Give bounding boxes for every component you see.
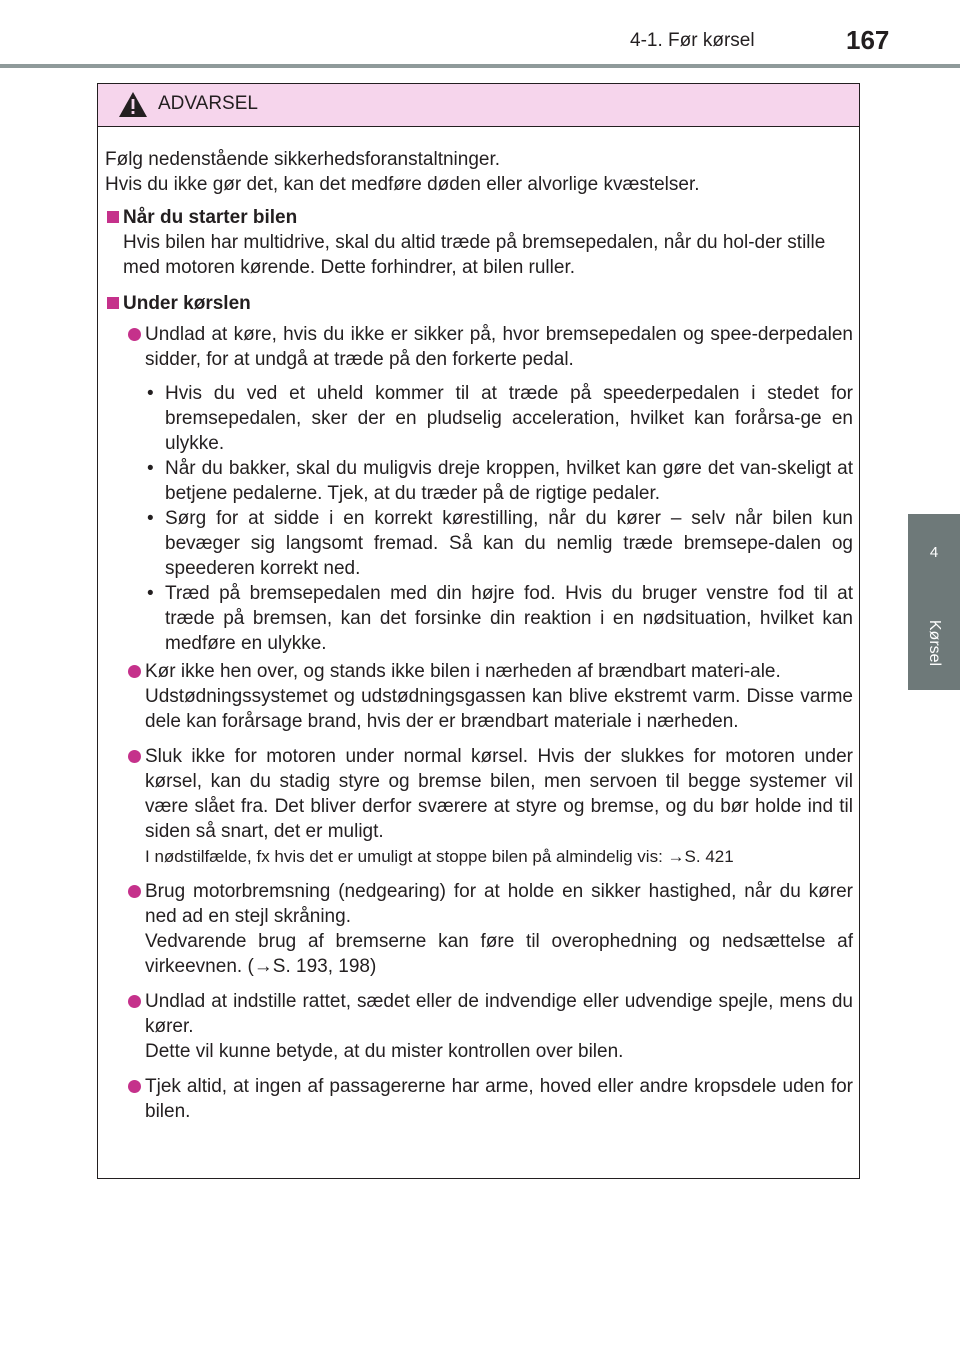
sub-list-item <box>105 456 853 506</box>
list-item <box>105 322 853 372</box>
sub-list-item-text: Hvis du ved et uheld kommer til at træde på speederpedalen i stedet for bremsepedalen, sker der en pludselig acceleration, hvilket kan forårsa-ge en ulykke. <box>165 383 853 454</box>
dot-bullet-icon: • <box>147 508 154 529</box>
section-heading <box>105 205 853 230</box>
list-item <box>105 1074 853 1124</box>
list-item <box>105 879 853 979</box>
chapter-number: 4 <box>929 544 939 561</box>
list-item-note: I nødstilfælde, fx hvis det er umuligt at stoppe bilen på almindelig vis: →S. 421 <box>145 847 734 866</box>
dot-bullet-icon: • <box>147 458 154 479</box>
section-text: Hvis bilen har multidrive, skal du altid træde på bremsepedalen, når du hol-der stille med motoren kørende. Dette forhindrer, at bilen ruller. <box>123 232 826 278</box>
list-item <box>105 989 853 1064</box>
warning-body <box>98 127 859 1124</box>
chapter-tab <box>908 514 960 597</box>
sub-list <box>105 381 853 656</box>
list-item <box>105 659 853 734</box>
dot-bullet-icon: • <box>147 383 154 404</box>
sub-list-item-text: Når du bakker, skal du muligvis dreje kroppen, hvilket kan gøre det van-skeligt at betjene pedalerne. Tjek, at du træder på de rigtige pedaler. <box>165 458 853 504</box>
sub-list-item <box>105 506 853 581</box>
list-item-extra: Dette vil kunne betyde, at du mister kontrollen over bilen. <box>145 1041 624 1062</box>
section-title: 4-1. Før kørsel <box>630 30 755 51</box>
sub-list-item-text: Sørg for at sidde i en korrekt kørestilling, når du kører – selv når bilen kun bevæger sig langsomt fremad. Så kan du nemlig træde bremsepe-dalen og speederen korrekt ned. <box>165 508 853 579</box>
section-heading <box>105 291 853 316</box>
section-heading-text: Under kørslen <box>123 293 251 314</box>
warning-intro-2: Hvis du ikke gør det, kan det medføre døden eller alvorlige kvæstelser. <box>105 174 700 195</box>
warning-triangle-icon <box>118 91 148 118</box>
dot-bullet-icon: • <box>147 583 154 604</box>
list-item-extra: Udstødningssystemet og udstødningsgassen kan blive ekstremt varm. Disse varme dele kan forårsage brand, hvis der er brændbart materiale i nærheden. <box>145 686 853 732</box>
sub-list-item <box>105 381 853 456</box>
warning-box <box>97 83 860 1179</box>
list-item-extra: Vedvarende brug af bremserne kan føre til overophedning og nedsættelse af virkeevnen. (→S. 193, 198) <box>145 931 853 977</box>
circle-bullet-icon <box>128 665 141 678</box>
list-item-text: Undlad at indstille rattet, sædet eller de indvendige eller udvendige spejle, mens du kører. <box>145 991 853 1037</box>
circle-bullet-icon <box>128 995 141 1008</box>
chapter-label-tab <box>908 597 960 690</box>
warning-header <box>98 84 859 127</box>
warning-title: ADVARSEL <box>158 93 258 114</box>
list-item-text: Undlad at køre, hvis du ikke er sikker på, hvor bremsepedalen og spee-derpedalen sidder, for at undgå at træde på den forkerte pedal. <box>145 324 853 370</box>
list-item-text: Sluk ikke for motoren under normal kørsel. Hvis der slukkes for motoren under kørsel, kan du stadig styre og bremse bilen, men servoen til begge systemer vil være slået fra. Det bliver derfor sværere at styre og bremse, og du bør holde ind til siden så snart, det er muligt. <box>145 746 853 842</box>
list-item-text: Kør ikke hen over, og stands ikke bilen i nærheden af brændbart materi-ale. <box>145 661 781 682</box>
list-item-text: Brug motorbremsning (nedgearing) for at holde en sikker hastighed, når du kører ned ad en stejl skråning. <box>145 881 853 927</box>
circle-bullet-icon <box>128 1080 141 1093</box>
warning-intro-1: Følg nedenstående sikkerhedsforanstaltninger. <box>105 149 501 170</box>
list-item-text: Tjek altid, at ingen af passagererne har arme, hoved eller andre kropsdele uden for bilen. <box>145 1076 853 1122</box>
page-number: 167 <box>846 25 890 55</box>
sub-list-item-text: Træd på bremsepedalen med din højre fod. Hvis du bruger venstre fod til at træde på bremsen, kan det forsinke din reaktion i en nødsituation, hvilket kan medføre en ulykke. <box>165 583 853 654</box>
square-bullet-icon <box>107 211 119 223</box>
sub-list-item <box>105 581 853 656</box>
header-rule <box>0 64 960 68</box>
list-item <box>105 744 853 869</box>
circle-bullet-icon <box>128 750 141 763</box>
square-bullet-icon <box>107 297 119 309</box>
section-heading-text: Når du starter bilen <box>123 207 298 228</box>
circle-bullet-icon <box>128 328 141 341</box>
chapter-label: Kørsel <box>926 619 943 667</box>
circle-bullet-icon <box>128 885 141 898</box>
